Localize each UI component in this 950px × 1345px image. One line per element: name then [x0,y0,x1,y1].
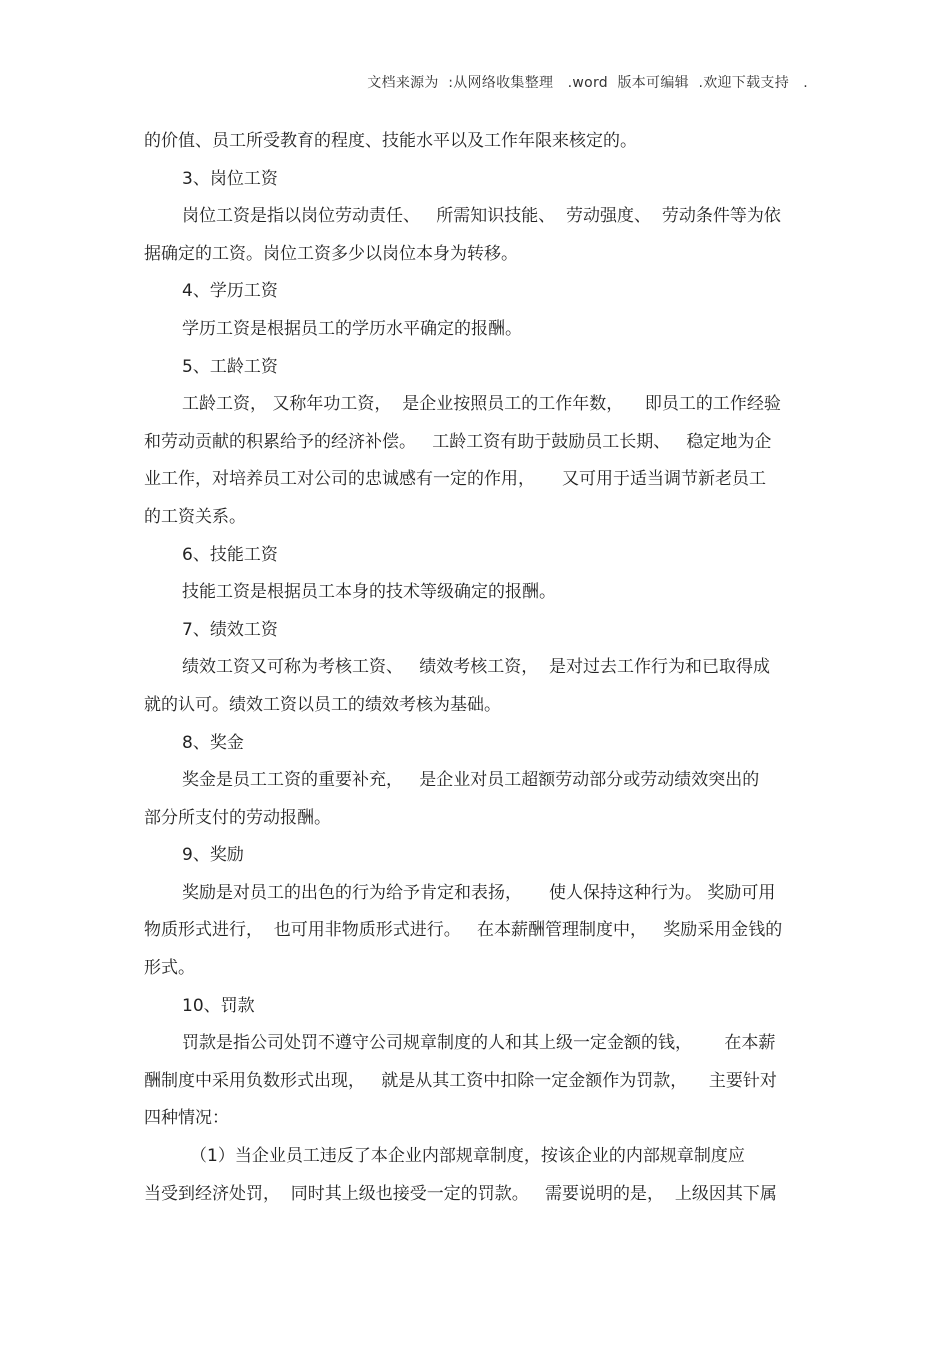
text-line: 四种情况： [144,1108,229,1129]
text-line: 奖励是对员工的出色的行为给予肯定和表扬， 使人保持这种行为。 奖励可用 [182,882,776,903]
document-body [144,123,809,1213]
text-line: 罚款是指公司处罚不遵守公司规章制度的人和其上级一定金额的钱， 在本薪 [182,1033,776,1054]
text-line: 技能工资是根据员工本身的技术等级确定的报酬。 [182,582,556,603]
text-line: 就的认可。绩效工资以员工的绩效考核为基础。 [144,694,501,715]
text-line: 绩效工资又可称为考核工资、 绩效考核工资， 是对过去工作行为和已取得成 [182,657,771,678]
text-line: 3、岗位工资 [182,168,278,189]
text-line: 岗位工资是指以岗位劳动责任、 所需知识技能、 劳动强度、 劳动条件等为依 [182,206,781,227]
text-line: 部分所支付的劳动报酬。 [144,807,331,828]
text-line: 的工资关系。 [144,506,246,527]
text-line: 6、技能工资 [182,544,278,565]
text-line: 10、罚款 [182,995,255,1016]
text-line: 7、绩效工资 [182,619,278,640]
text-line: 物质形式进行， 也可用非物质形式进行。 在本薪酬管理制度中， 奖励采用金钱的 [144,920,783,941]
text-line: 当受到经济处罚， 同时其上级也接受一定的罚款。 需要说明的是， 上级因其下属 [144,1183,777,1204]
text-line: 形式。 [144,958,195,979]
source-note: 文档来源为 :从网络收集整理 .word 版本可编辑 .欢迎下载支持 . [367,75,808,91]
text-line: 业工作，对培养员工对公司的忠诚感有一定的作用， 又可用于适当调节新老员工 [144,469,767,490]
text-line: 和劳动贡献的积累给予的经济补偿。 工龄工资有助于鼓励员工长期、 稳定地为企 [144,431,772,452]
text-line: 8、奖金 [182,732,244,753]
text-line: 5、工龄工资 [182,356,278,377]
text-line: 据确定的工资。岗位工资多少以岗位本身为转移。 [144,243,518,264]
text-line: 9、奖励 [182,845,244,866]
text-line: 奖金是员工工资的重要补充， 是企业对员工超额劳动部分或劳动绩效突出的 [182,770,760,791]
text-line: 的价值、员工所受教育的程度、技能水平以及工作年限来核定的。 [144,131,637,151]
text-line: 4、学历工资 [182,281,278,302]
text-line: （1）当企业员工违反了本企业内部规章制度，按该企业的内部规章制度应 [190,1146,745,1167]
text-line: 工龄工资， 又称年功工资， 是企业按照员工的工作年数， 即员工的工作经验 [182,394,781,415]
text-line: 酬制度中采用负数形式出现， 就是从其工资中扣除一定金额作为罚款， 主要针对 [144,1070,777,1091]
text-line: 学历工资是根据员工的学历水平确定的报酬。 [182,318,522,339]
